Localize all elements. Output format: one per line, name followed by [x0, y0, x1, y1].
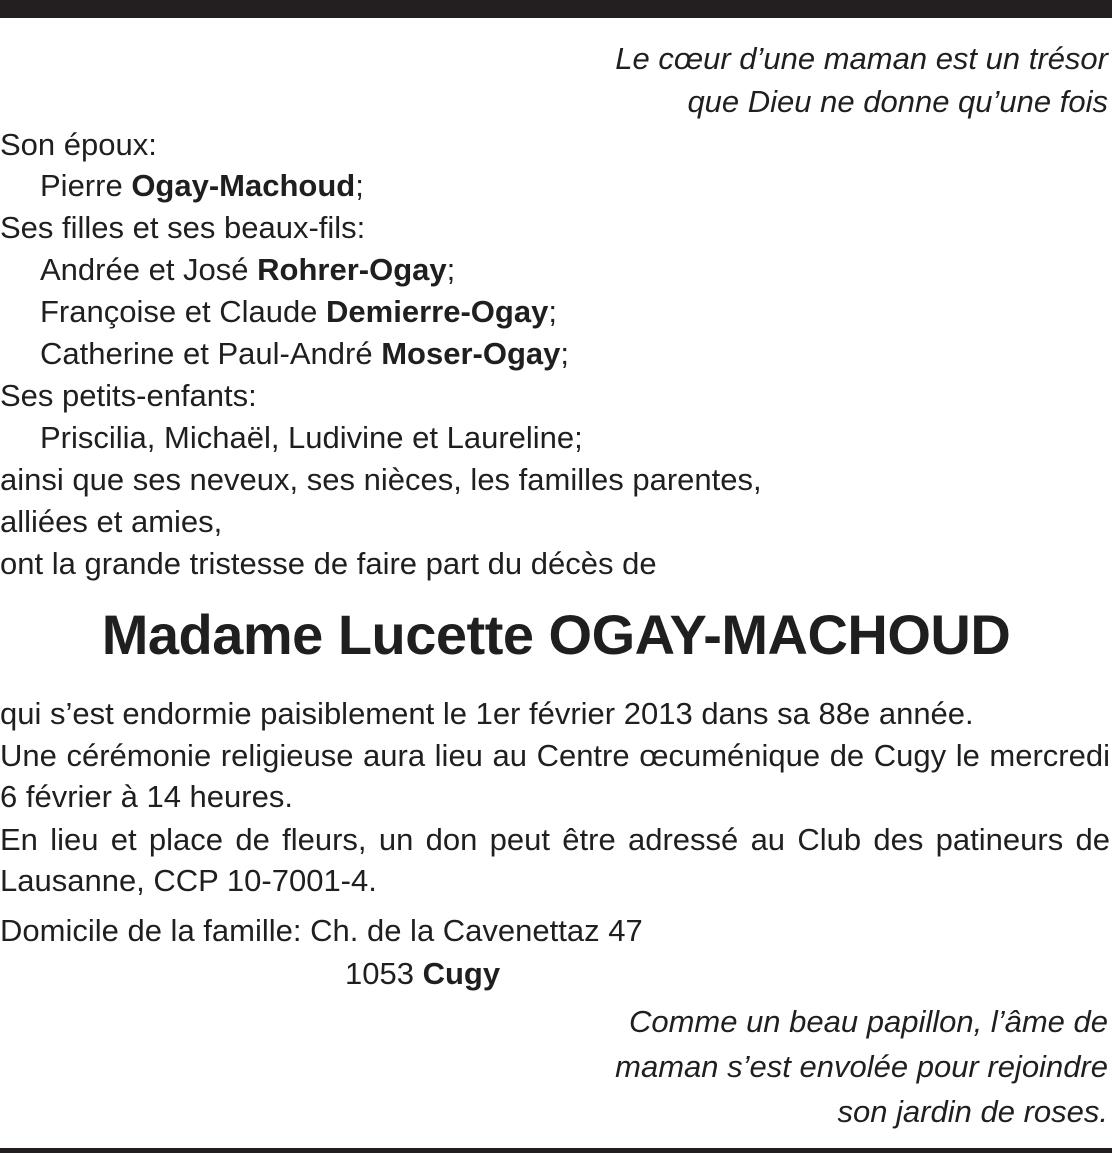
quote-bottom-line-2: maman s’est envolée pour rejoindre	[615, 1049, 1108, 1084]
spouse-last-name: Ogay-Machoud	[131, 168, 356, 203]
body-line-1: qui s’est endormie paisiblement le 1er février 2013 dans sa 88e année.	[0, 696, 974, 731]
others-line-1: ainsi que ses neveux, ses nièces, les familles parentes,	[0, 462, 762, 497]
daughter-end: ;	[446, 252, 456, 287]
daughter-first-names: Andrée et José	[40, 252, 258, 287]
daughter-first-names: Françoise et Claude	[40, 294, 327, 329]
daughter-last-name: Rohrer-Ogay	[257, 252, 447, 287]
spouse-line	[40, 165, 364, 206]
quote-top-line-1: Le cœur d’une maman est un trésor	[615, 41, 1108, 76]
address-city-line	[345, 953, 500, 994]
daughter-last-name: Demierre-Ogay	[326, 294, 549, 329]
ceremony-paragraph: Une cérémonie religieuse aura lieu au Centre œcuménique de Cugy le mercredi 6 février à 14 heures.	[0, 738, 1110, 814]
quote-top-line-2: que Dieu ne donne qu’une fois	[687, 84, 1108, 119]
spouse-first-name: Pierre	[40, 168, 132, 203]
grandchildren-names: Priscilia, Michaël, Ludivine et Laureline;	[40, 420, 583, 455]
quote-bottom-line-1: Comme un beau papillon, l’âme de	[628, 1004, 1108, 1039]
daughter-end: ;	[560, 336, 569, 371]
daughter-first-names: Catherine et Paul-André	[40, 336, 382, 371]
city-name: Cugy	[422, 956, 501, 991]
grandchildren-heading: Ses petits-enfants:	[0, 378, 257, 413]
announcement-line: ont la grande tristesse de faire part du décès de	[0, 546, 657, 581]
quote-bottom-line-3: son jardin de roses.	[837, 1094, 1108, 1129]
top-rule	[0, 0, 1112, 18]
daughter-end: ;	[548, 294, 557, 329]
donation-paragraph: En lieu et place de fleurs, un don peut être adressé au Club des patineurs de Lausanne, CCP 10-7001-4.	[0, 822, 1110, 898]
daughter-line	[40, 249, 455, 290]
daughters-heading: Ses filles et ses beaux-fils:	[0, 210, 366, 245]
daughter-last-name: Moser-Ogay	[381, 336, 561, 371]
daughter-line	[40, 333, 569, 374]
bottom-rule	[0, 1148, 1112, 1153]
spouse-heading: Son époux:	[0, 127, 157, 162]
others-line-2: alliées et amies,	[0, 504, 223, 539]
address-label: Domicile de la famille: Ch. de la Cavenettaz 47	[0, 913, 643, 948]
spouse-end: ;	[355, 168, 364, 203]
deceased-name: Madame Lucette OGAY-MACHOUD	[101, 603, 1011, 666]
postcode: 1053	[345, 956, 423, 991]
daughter-line	[40, 291, 557, 332]
